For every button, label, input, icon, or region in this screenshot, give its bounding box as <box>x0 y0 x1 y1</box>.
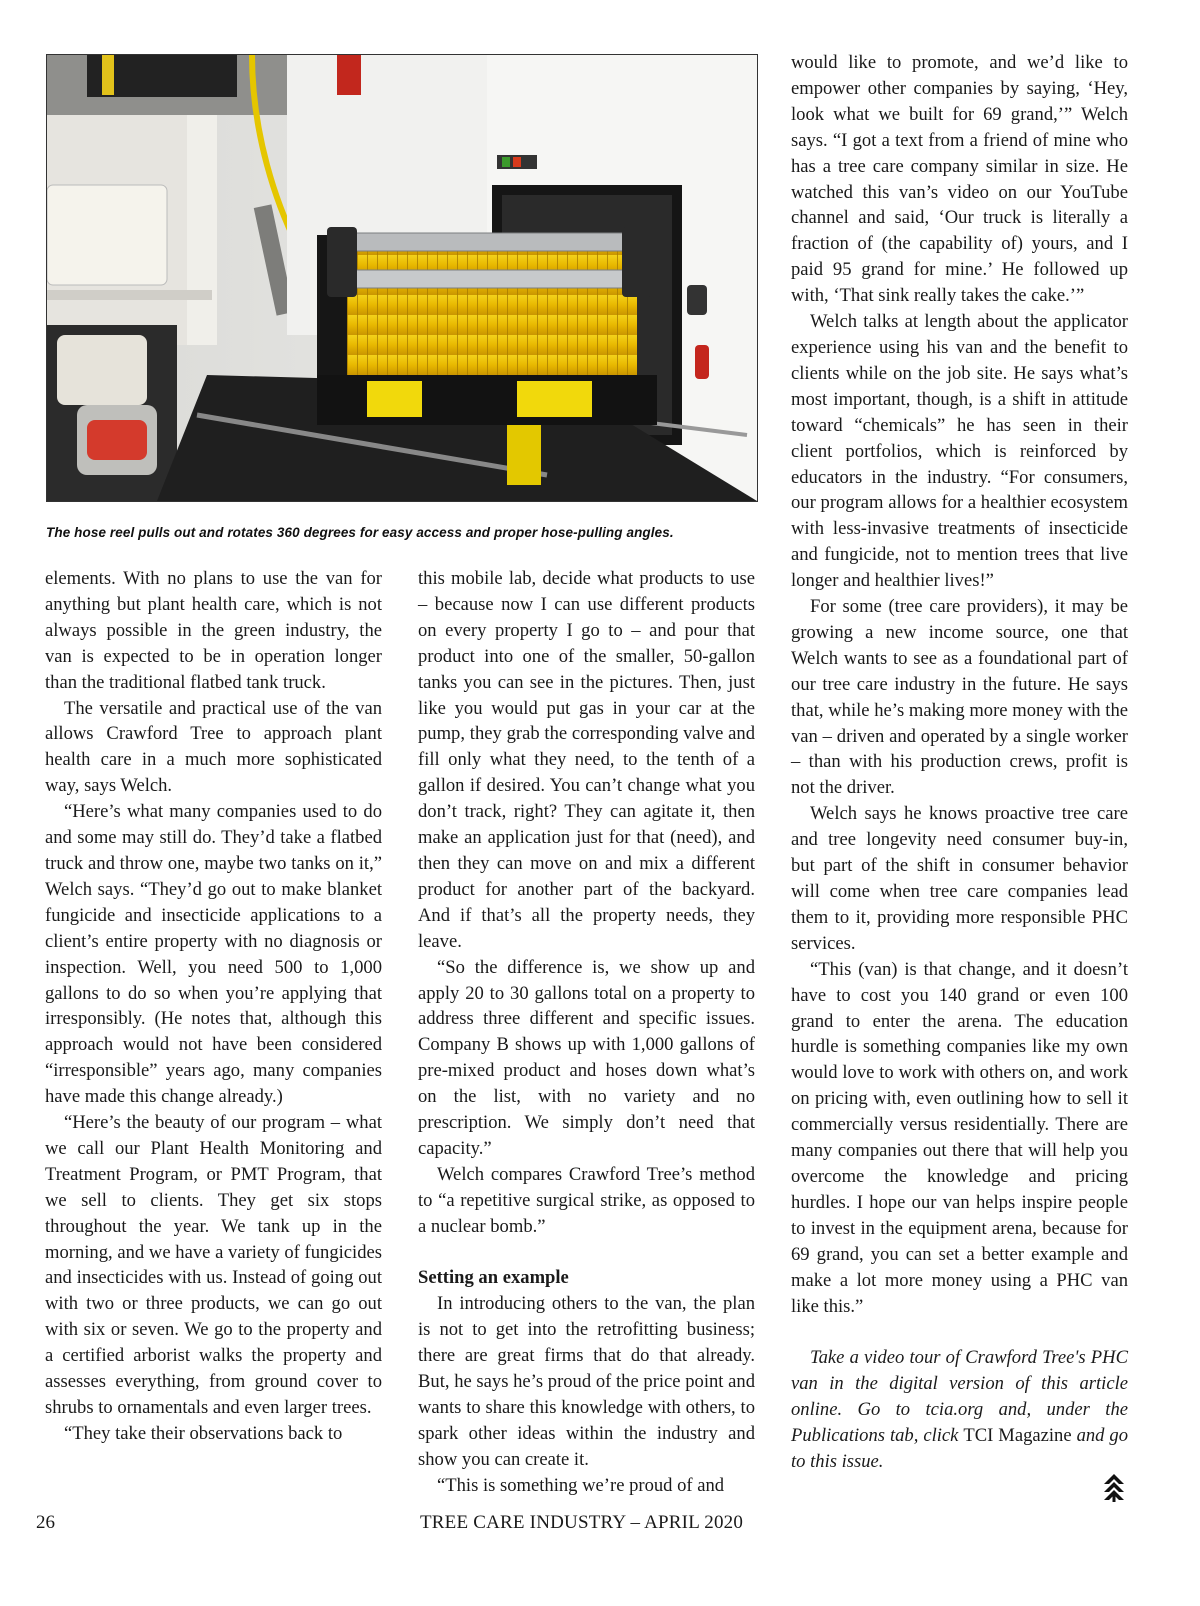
tree-end-mark-icon <box>1102 1474 1126 1502</box>
paragraph: elements. With no plans to use the van for anything but plant health care, which is not always possible in the green industry, the van is expected to be in operation longer than the traditional flatbed tank truck. <box>45 568 382 693</box>
paragraph: this mobile lab, decide what products to use – because now I can use different products on every property I go to – and pour that product into one of the smaller, 50-gallon tanks you can see in the pictures. Then, just like you would put gas in your car at the pump, they grab the corresponding valve and fill only what they need, to the tenth of a gallon if desired. You can’t change what you don’t track, right? They can agitate it, then make an application just for that (need), and then they can move on and mix a different product for another part of the backyard. And if that’s all the property needs, they leave. <box>418 568 755 952</box>
video-tour-note <box>791 1345 1128 1475</box>
paragraph: “This is something we’re proud of and <box>437 1474 725 1496</box>
paragraph: “Here’s what many companies used to do and some may still do. They’d take a flatbed truck and throw one, maybe two tanks on it,” Welch says. “They’d go out to make blanket fungicide and insecticide applications to a client’s entire property with no diagnosis or inspection. Well, you need 500 to 1,000 gallons to do so when you’re applying that irresponsibly. (He notes that, although this approach would not have been considered “irresponsible” years ago, many companies have made this change already.) <box>45 801 382 1108</box>
hose-reel-photo <box>46 54 758 502</box>
magazine-name: TCI Magazine <box>963 1425 1072 1447</box>
paragraph: “Here’s the beauty of our program – what we call our Plant Health Monitoring and Treatment Program, or PMT Program, that we sell to clients. They get six stops throughout the year. We tank up in the morning, and we have a variety of fungicides and insecticides with us. Instead of going out with two or three products, we can go out with six or seven. We go to the property and a certified arborist walks the property and assesses everything, from ground cover to shrubs to ornamentals and even larger trees. <box>45 1112 382 1418</box>
section-heading: Setting an example <box>418 1267 569 1289</box>
paragraph: would like to promote, and we’d like to empower other companies by saying, ‘Hey, look what we built for 69 grand,’” Welch says. “I got a text from a friend of mine who has a tree care company similar in size. He watched this van’s video on our YouTube channel and said, ‘Our truck is literally a fraction of (the capability of) yours, and I paid 95 grand for mine.’ He followed up with, ‘That sink really takes the cake.’” <box>791 52 1128 307</box>
paragraph: The versatile and practical use of the van allows Crawford Tree to approach plant health care in a much more sophisticated way, says Welch. <box>45 697 382 797</box>
spacer <box>418 1240 755 1266</box>
folio: TREE CARE INDUSTRY – APRIL 2020 <box>420 1512 744 1533</box>
paragraph: Welch compares Crawford Tree’s method to “a repetitive surgical strike, as opposed to a nuclear bomb.” <box>418 1163 755 1237</box>
paragraph: In introducing others to the van, the plan is not to get into the retrofitting business; there are great firms that do that already. But, he says he’s proud of the price point and wants to share this knowledge with others, to spark other ideas within the industry and show you can create it. <box>418 1293 755 1470</box>
paragraph: For some (tree care providers), it may be growing a new income source, one that Welch wants to see as a foundational part of our tree care industry in the future. He says that, while he’s making more money with the van – driven and operated by a single worker – than with his production crews, profit is not the driver. <box>791 596 1128 799</box>
paragraph: “So the difference is, we show up and apply 20 to 30 gallons total on a property to address three different and specific issues. Company B shows up with 1,000 gallons of pre-mixed product and hoses down what’s on the list, with no variety and no prescription. We simply don’t need that capacity.” <box>418 956 755 1159</box>
photo-caption: The hose reel pulls out and rotates 360 degrees for easy access and proper hose-pulling angles. <box>46 525 674 540</box>
article-column-1 <box>45 566 382 1447</box>
paragraph: “They take their observations back to <box>64 1422 343 1444</box>
paragraph: Welch talks at length about the applicator experience using his van and the benefit to clients while on the job site. He says what’s most important, though, is a shift in attitude toward “chemicals” he has seen in their client portfolios, which is reinforced by educators in the industry. “For consumers, our program allows for a healthier ecosystem with less-invasive treatments of insecticide and fungicide, not to mention trees that live longer and healthier lives!” <box>791 311 1128 592</box>
spacer <box>791 1319 1128 1345</box>
note-text: and go to this issue. <box>791 1425 1129 1472</box>
note-text: Take a video tour of Crawford Tree's PHC van in the digital version of this article online. Go to tcia.org and, under the Publications tab, click <box>791 1347 1128 1447</box>
page-number: 26 <box>36 1512 55 1533</box>
paragraph: Welch says he knows proactive tree care and tree longevity need consumer buy-in, but part of the shift in consumer behavior will come when tree care companies lead them to it, providing more responsible PHC services. <box>791 803 1128 954</box>
article-column-3 <box>791 50 1128 1475</box>
article-column-2 <box>418 566 755 1499</box>
paragraph: “This (van) is that change, and it doesn’t have to cost you 140 grand or even 100 grand to enter the arena. The education hurdle is something companies like my own would love to work with others on, and work on pricing with, even outlining how to sell it commercially versus residentially. There are many companies out there that will help you overcome the knowledge and pricing hurdles. I hope our van helps inspire people to invest in the equipment arena, because for 69 grand, you can set a better example and make a lot more money using a PHC van like this.” <box>791 958 1128 1317</box>
